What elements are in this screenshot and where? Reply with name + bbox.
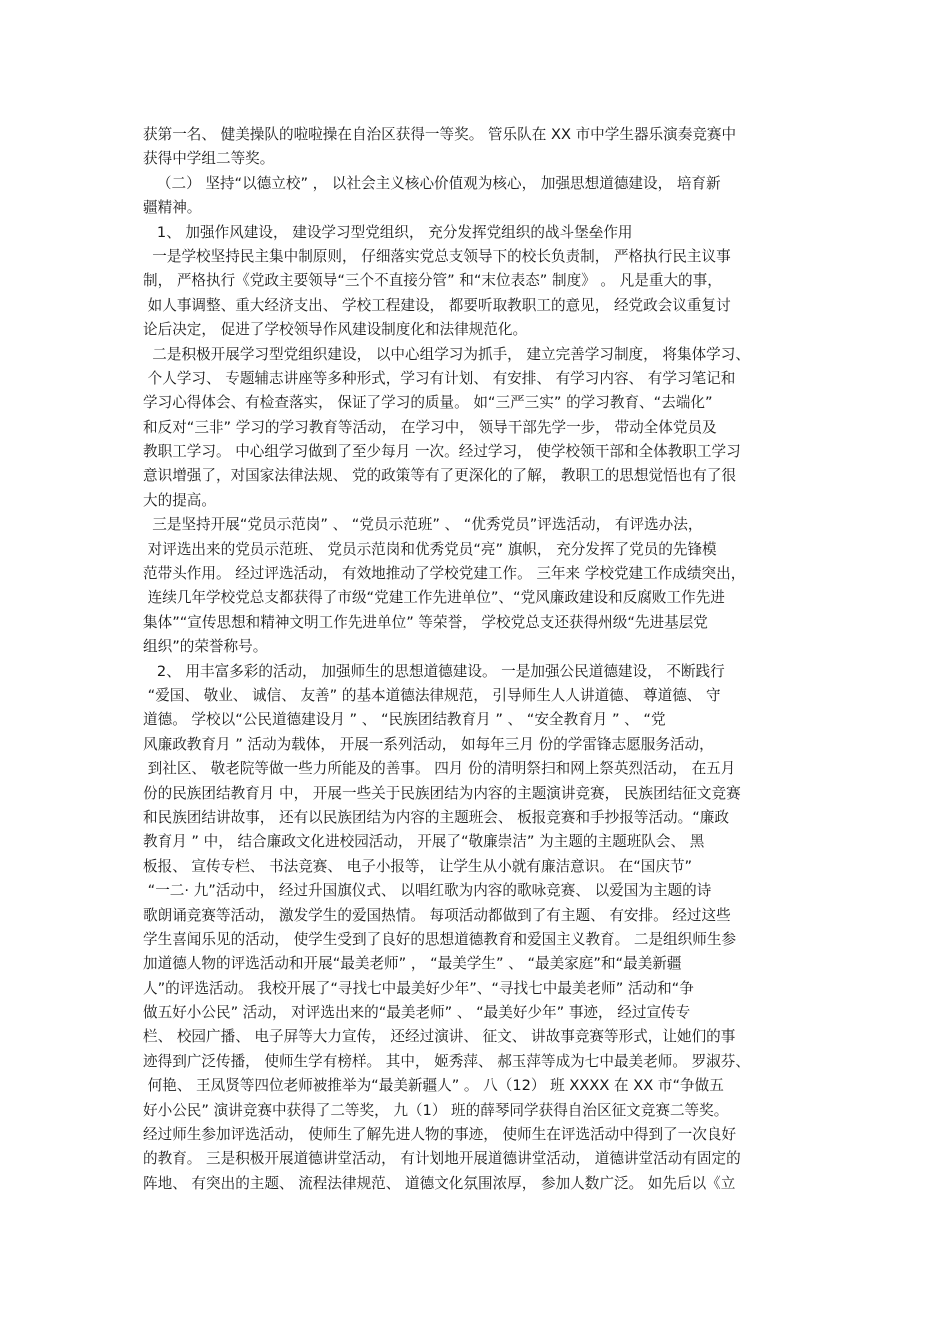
text-line: 组织”的荣誉称号。 xyxy=(143,638,268,656)
text-line: 教职工学习。 中心组学习做到了至少每月 一次。经过学习， 使学校领干部和全体教职工学习 xyxy=(143,443,741,461)
text-line: 学生喜闻乐见的活动， 使学生受到了良好的思想道德教育和爱国主义教育。 二是组织师生参 xyxy=(143,930,737,948)
text-line: 连续几年学校党总支都获得了市级“党建工作先进单位”、“党风廉政建设和反腐败工作先进 xyxy=(143,589,725,607)
text-line: 和民族团结讲故事， 还有以民族团结为内容的主题班会、 板报竞赛和手抄报等活动。“廉政 xyxy=(143,808,729,826)
text-line: 教育月 ” 中， 结合廉政文化进校园活动， 开展了“敬廉崇洁” 为主题的主题班队会、 黑 xyxy=(143,833,705,851)
text-line: 迹得到广泛传播， 使师生学有榜样。 其中， 姬秀萍、 郝玉萍等成为七中最美老师。 罗淑芬、 xyxy=(143,1052,750,1070)
text-line: 二是积极开展学习型党组织建设， 以中心组学习为抓手， 建立完善学习制度， 将集体学习、 xyxy=(143,345,750,363)
text-line: 大的提高。 xyxy=(143,491,216,509)
text-line: 做五好小公民” 活动， 对评选出来的“最美老师” 、 “最美好少年” 事迹， 经过宣传专 xyxy=(143,1004,691,1022)
text-line: 板报、 宣传专栏、 书法竞赛、 电子小报等， 让学生从小就有廉洁意识。 在“国庆节” xyxy=(143,857,693,875)
subsection-heading: 1、 加强作风建设， 建设学习型党组织， 充分发挥党组织的战斗堡垒作用 xyxy=(143,223,633,241)
text-line: 的教育。 三是积极开展道德讲堂活动， 有计划地开展道德讲堂活动， 道德讲堂活动有固定的 xyxy=(143,1150,741,1168)
subsection-heading: 2、 用丰富多彩的活动， 加强师生的思想道德建设。 一是加强公民道德建设， 不断践行 xyxy=(143,662,725,680)
text-line: 如人事调整、重大经济支出、 学校工程建设， 都要听取教职工的意见， 经党政会议重复讨 xyxy=(143,296,731,314)
text-line: 加道德人物的评选活动和开展“最美老师” ， “最美学生” 、 “最美家庭”和“最美新疆 xyxy=(143,955,682,973)
text-line: 制， 严格执行《党政主要领导“三个不直接分管” 和“末位表态” 制度》 。 凡是重大的事， xyxy=(143,272,722,290)
text-line: 道德。 学校以“公民道德建设月 ” 、 “民族团结教育月 ” 、 “安全教育月 ” 、 “党 xyxy=(143,711,666,729)
text-line: 好小公民” 演讲竞赛中获得了二等奖， 九（1） 班的薛琴同学获得自治区征文竞赛二等奖。 xyxy=(143,1101,729,1119)
text-line: 疆精神。 xyxy=(143,199,202,217)
text-line: 歌朗诵竞赛等活动， 激发学生的爱国热情。 每项活动都做到了有主题、 有安排。 经过这些 xyxy=(143,906,731,924)
text-line: 和反对“三非” 学习的学习教育等活动， 在学习中， 领导干部先学一步， 带动全体党员及 xyxy=(143,418,717,436)
text-line: 何艳、 王凤贤等四位老师被推举为“最美新疆人” 。 八（12） 班 XXXX 在 XX 市“争做五 xyxy=(143,1077,724,1095)
text-line: “一二· 九”活动中， 经过升国旗仪式、 以唱红歌为内容的歌咏竞赛、 以爱国为主题的诗 xyxy=(143,882,712,900)
text-line: 一是学校坚持民主集中制原则， 仔细落实党总支领导下的校长负责制， 严格执行民主议事 xyxy=(143,247,731,265)
text-line: 个人学习、 专题辅志讲座等多种形式，学习有计划、 有安排、 有学习内容、 有学习笔记和 xyxy=(143,369,736,387)
text-line: 意识增强了，对国家法律法规、 党的政策等有了更深化的了解， 教职工的思想觉悟也有了很 xyxy=(143,467,737,485)
text-line: 对评选出来的党员示范班、 党员示范岗和优秀党员“亮” 旗帜， 充分发挥了党员的先锋模 xyxy=(143,540,717,558)
text-line: 获得中学组二等奖。 xyxy=(143,150,275,168)
text-line: 阵地、 有突出的主题、 流程法律规范、 道德文化氛围浓厚， 参加人数广泛。 如先后以《立 xyxy=(143,1174,736,1192)
text-line: “爱国、 敬业、 诚信、 友善” 的基本道德法律规范， 引导师生人人讲道德、 尊道德、 守 xyxy=(143,686,721,704)
text-line: 经过师生参加评选活动， 使师生了解先进人物的事迹， 使师生在评选活动中得到了一次良好 xyxy=(143,1126,737,1144)
text-line: 到社区、 敬老院等做一些力所能及的善事。 四月 份的清明祭扫和网上祭英烈活动， 在五月 xyxy=(143,760,736,778)
text-line: 论后决定， 促进了学校领导作风建设制度化和法律规范化。 xyxy=(143,321,528,339)
text-line: 范带头作用。 经过评选活动， 有效地推动了学校党建工作。 三年来 学校党建工作成绩突出， xyxy=(143,565,746,583)
text-line: 风廉政教育月 ” 活动为载体， 开展一系列活动， 如每年三月 份的学雷锋志愿服务活动， xyxy=(143,735,714,753)
text-line: 获第一名、 健美操队的啦啦操在自治区获得一等奖。 管乐队在 XX 市中学生器乐演奏竞赛中 xyxy=(143,126,737,143)
text-line: 人”的评选活动。 我校开展了“寻找七中最美好少年”、“寻找七中最美老师” 活动和“争 xyxy=(143,979,694,997)
section-heading: （二） 坚持“以德立校” ， 以社会主义核心价值观为核心， 加强思想道德建设， 培育新 xyxy=(143,174,721,192)
text-line: 份的民族团结教育月 中， 开展一些关于民族团结为内容的主题演讲竞赛， 民族团结征文竞赛 xyxy=(143,784,741,802)
text-line: 栏、 校园广播、 电子屏等大力宣传， 还经过演讲、 征文、 讲故事竞赛等形式，让她们的事 xyxy=(143,1028,736,1046)
text-line: 学习心得体会、有检查落实， 保证了学习的质量。 如“三严三实” 的学习教育、“去端化” xyxy=(143,394,713,412)
text-line: 集体”“宣传思想和精神文明工作先进单位” 等荣誉， 学校党总支还获得州级“先进基层党 xyxy=(143,613,708,631)
document-body xyxy=(143,123,823,1196)
text-line: 三是坚持开展“党员示范岗” 、 “党员示范班” 、 “优秀党员”评选活动， 有评选办法， xyxy=(143,516,703,534)
